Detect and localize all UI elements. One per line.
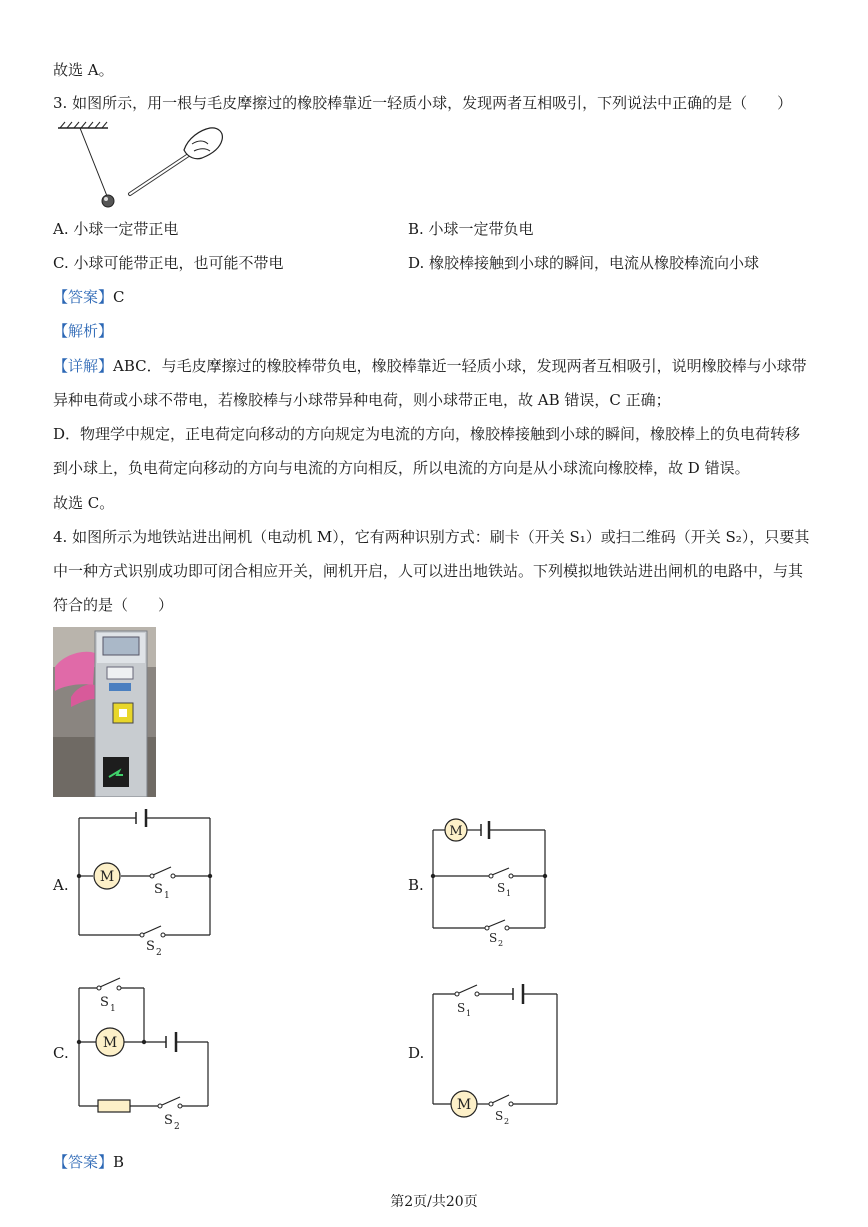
q3-option-b: B. 小球一定带负电 — [408, 220, 534, 238]
q3-stem: 3. 如图所示，用一根与毛皮摩擦过的橡胶棒靠近一轻质小球，发现两者互相吸引，下列说法中正确的是（ ） — [53, 94, 793, 112]
prev-conclusion: 故选 A。 — [53, 61, 114, 79]
circuit-c — [70, 968, 220, 1138]
q3-answer — [53, 287, 125, 307]
q3-detail-text-1: ABC．与毛皮摩擦过的橡胶棒带负电，橡胶棒靠近一轻质小球，发现两者互相吸引，说明橡胶棒与小球带 — [113, 357, 807, 375]
circuit-a-s1-subscript: 1 — [164, 891, 170, 901]
circuit-a-s2-label: S — [146, 939, 155, 954]
circuit-c-s1-label: S — [100, 995, 109, 1010]
q4-stem-line-3: 符合的是（ ） — [53, 596, 174, 614]
page-footer: 第2页/共20页 — [390, 1194, 478, 1210]
q3-answer-tag: 【答案】 — [53, 288, 114, 306]
circuit-b — [425, 812, 555, 952]
q4-stem-line-2: 中一种方式识别成功即可闭合相应开关，闸机开启，人可以进出地铁站。下列模拟地铁站进出闸机的电路中，与其 — [53, 562, 804, 580]
circuit-d-s1-label: S — [457, 1001, 466, 1015]
circuit-b-s1-subscript: 1 — [506, 889, 512, 898]
q4-answer — [53, 1152, 124, 1172]
circuit-d-s2-subscript: 2 — [504, 1117, 510, 1126]
q3-analysis-tag: 【解析】 — [53, 322, 114, 340]
circuit-c-motor-label: M — [102, 1035, 118, 1051]
subway-gate-photo — [53, 627, 156, 797]
circuit-d-s1-subscript: 1 — [466, 1009, 472, 1018]
circuit-d — [425, 978, 565, 1128]
circuit-c-s2-subscript: 2 — [174, 1122, 180, 1132]
circuit-b-s1-label: S — [497, 881, 506, 895]
q3-detail-line-3: D．物理学中规定，正电荷定向移动的方向规定为电流的方向，橡胶棒接触到小球的瞬间，橡胶棒上的负电荷转移 — [53, 425, 801, 443]
q3-option-c: C. 小球可能带正电，也可能不带电 — [53, 254, 284, 272]
q3-detail-line-1 — [53, 356, 807, 376]
q3-detail-line-2: 异种电荷或小球不带电，若橡胶棒与小球带异种电荷，则小球带正电，故 AB 错误，C 正确； — [53, 391, 671, 409]
q4-option-c-label: C. — [53, 1044, 69, 1062]
q3-option-a: A. 小球一定带正电 — [53, 220, 179, 238]
q4-stem-line-1: 4. 如图所示为地铁站进出闸机（电动机 M），它有两种识别方式：刷卡（开关 S₁）或扫二维码（开关 S₂），只要其 — [53, 528, 810, 546]
q3-conclusion: 故选 C。 — [53, 494, 115, 512]
q4-option-b-label: B. — [408, 876, 424, 894]
circuit-b-s2-subscript: 2 — [498, 939, 504, 948]
circuit-a-s1-label: S — [154, 882, 163, 897]
circuit-c-s1-subscript: 1 — [110, 1004, 116, 1014]
circuit-b-motor-label: M — [449, 824, 463, 839]
circuit-d-s2-label: S — [495, 1109, 504, 1123]
q3-answer-value: C — [113, 288, 125, 306]
q3-figure — [52, 118, 232, 218]
circuit-a-s2-subscript: 2 — [156, 948, 162, 955]
circuit-d-motor-label: M — [456, 1097, 472, 1113]
q3-option-d: D. 橡胶棒接触到小球的瞬间，电流从橡胶棒流向小球 — [408, 254, 760, 272]
q4-answer-value: B — [113, 1153, 125, 1171]
q4-answer-tag: 【答案】 — [53, 1153, 114, 1171]
q4-option-a-label: A. — [53, 876, 69, 894]
q4-option-d-label: D. — [408, 1044, 425, 1062]
circuit-a-motor-label: M — [99, 869, 115, 885]
circuit-a — [70, 805, 220, 955]
circuit-c-s2-label: S — [164, 1113, 173, 1128]
q3-detail-line-4: 到小球上，负电荷定向移动的方向与电流的方向相反，所以电流的方向是从小球流向橡胶棒，故 D 错误。 — [53, 459, 750, 477]
q3-detail-tag: 【详解】 — [53, 357, 114, 375]
circuit-b-s2-label: S — [489, 931, 498, 945]
